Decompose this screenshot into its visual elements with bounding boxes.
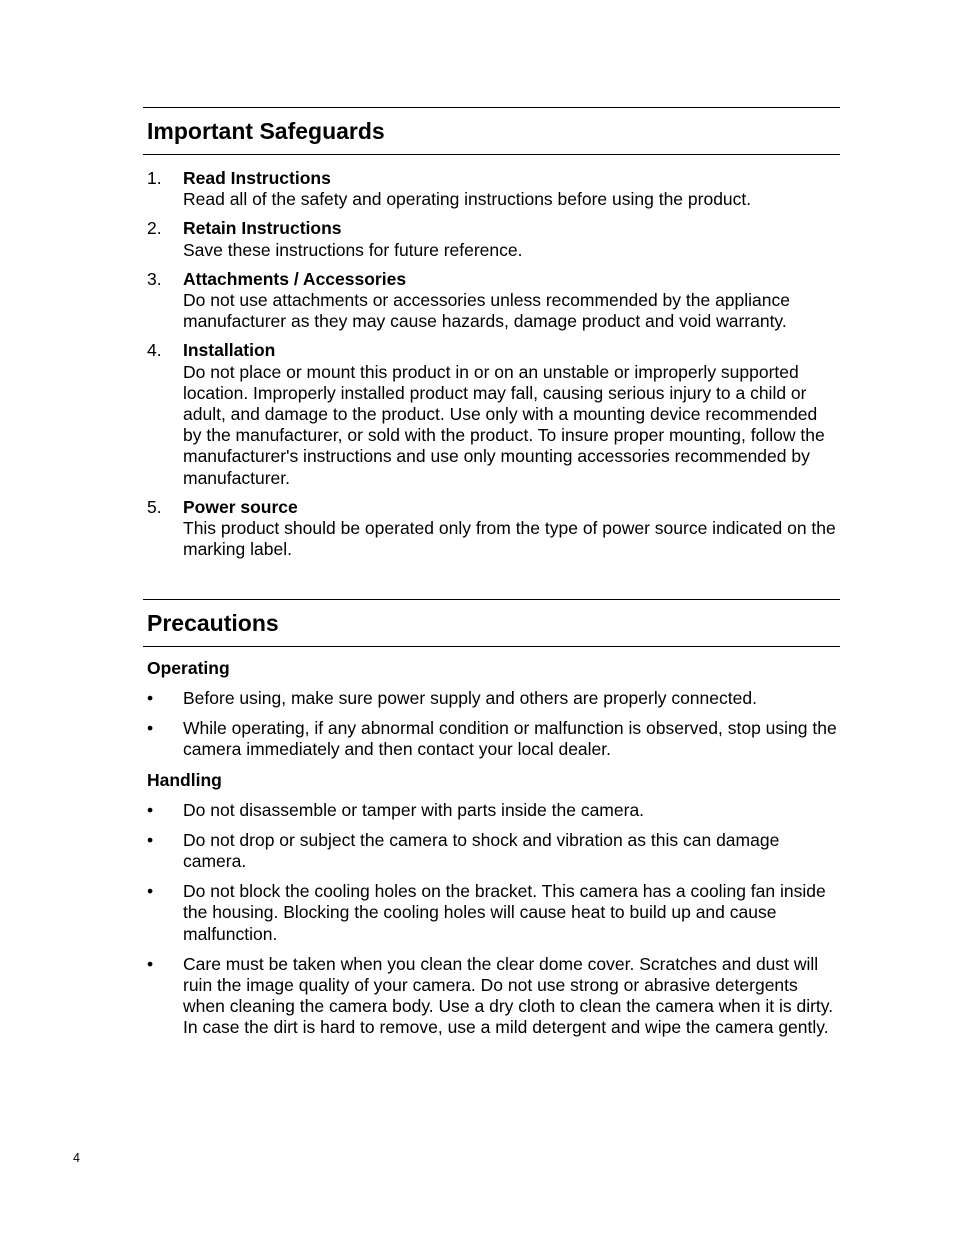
list-item-text: While operating, if any abnormal condition or malfunction is observed, stop using the camera immediately and then contact your local dealer. (183, 718, 837, 760)
list-item-text: Do not drop or subject the camera to shock and vibration as this can damage camera. (183, 829, 780, 872)
bullet-icon: • (147, 799, 154, 820)
heading-rule (143, 646, 840, 647)
bullet-icon: • (147, 718, 154, 739)
safeguard-item (143, 340, 840, 488)
item-title: Power source (183, 496, 298, 517)
page-number: 4 (73, 1151, 80, 1165)
item-number: 5. (147, 496, 162, 517)
item-number: 4. (147, 340, 162, 361)
item-body: Save these instructions for future reference. (183, 239, 523, 260)
list-item (143, 954, 840, 1039)
list-item-text: Care must be taken when you clean the clear dome cover. Scratches and dust will ruin the image quality of your camera. Do not use strong or abrasive detergents when cleaning the camera body. Use a dry cloth to clean the camera when it is dirty. In case the dirt is hard to remove, use a mild detergent and wipe the camera gently. (183, 953, 834, 1038)
list-item-text: Do not disassemble or tamper with parts inside the camera. (183, 799, 645, 820)
item-number: 2. (147, 218, 162, 239)
list-item (143, 881, 840, 945)
list-item (143, 718, 840, 760)
precautions-heading: Precautions (147, 610, 279, 636)
item-title: Attachments / Accessories (183, 268, 407, 289)
operating-heading: Operating (147, 658, 230, 678)
item-number: 1. (147, 168, 162, 188)
bullet-icon: • (147, 688, 154, 708)
item-title: Retain Instructions (183, 218, 342, 239)
item-title: Read Instructions (183, 168, 331, 188)
bullet-icon: • (147, 953, 154, 974)
safeguard-item (143, 168, 840, 210)
safeguards-section (143, 107, 840, 568)
bullet-icon: • (147, 829, 154, 850)
item-number: 3. (147, 268, 162, 289)
item-title: Installation (183, 340, 276, 361)
precautions-section (143, 599, 840, 1048)
handling-heading: Handling (147, 769, 222, 790)
heading-rule (143, 154, 840, 155)
safeguard-item (143, 218, 840, 260)
safeguards-heading: Important Safeguards (147, 118, 385, 144)
top-rule (143, 107, 840, 108)
top-rule (143, 599, 840, 600)
list-item (143, 830, 840, 872)
safeguard-item (143, 497, 840, 561)
list-item-text: Do not block the cooling holes on the bracket. This camera has a cooling fan inside the housing. Blocking the cooling holes will cause heat to build up and cause malfunction. (183, 881, 826, 944)
list-item (143, 688, 840, 709)
item-body: Do not place or mount this product in or on an unstable or improperly supported location. Improperly installed product may fall, causing serious injury to a child or adult, and damage to the product. Use only with a mounting device recommended by the manufacturer, or sold with the product. To insure proper mounting, follow the manufacturer's instructions and use only mounting accessories recommended by manufacturer. (183, 361, 825, 488)
item-body: Do not use attachments or accessories unless recommended by the appliance manufacturer as they may cause hazards, damage product and void warranty. (183, 290, 790, 332)
item-body: This product should be operated only from the type of power source indicated on the marking label. (183, 518, 836, 560)
list-item-text: Before using, make sure power supply and others are properly connected. (183, 688, 757, 708)
item-body: Read all of the safety and operating instructions before using the product. (183, 189, 752, 210)
list-item (143, 800, 840, 821)
safeguard-item (143, 269, 840, 333)
bullet-icon: • (147, 881, 154, 902)
